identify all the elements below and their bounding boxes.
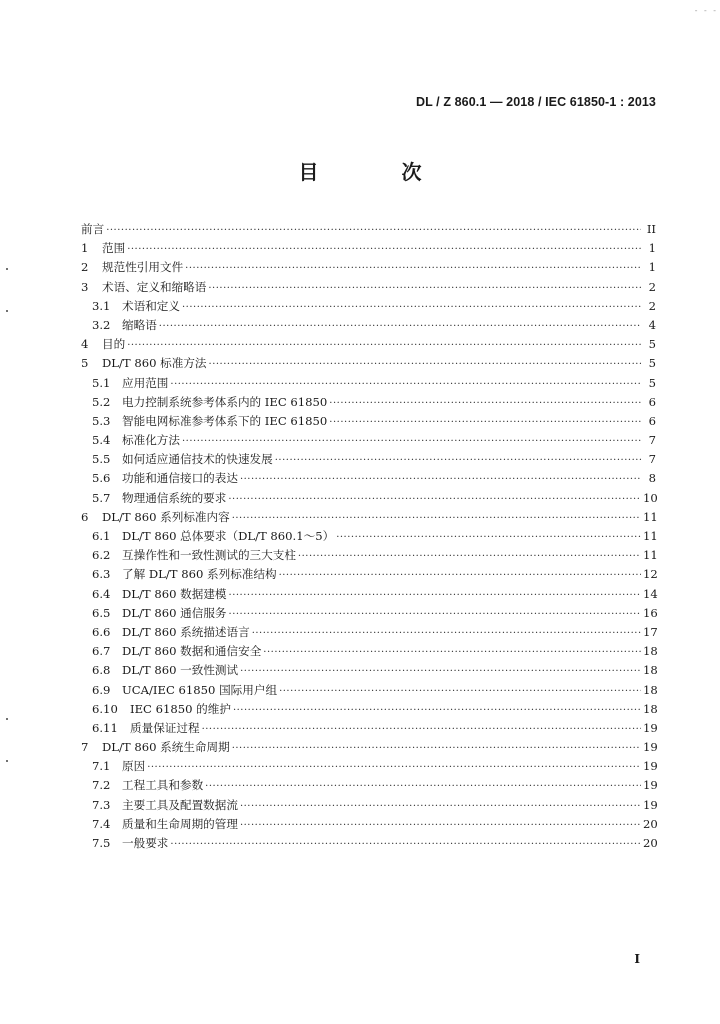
toc-entry-title: 质量和生命周期的管理	[122, 816, 238, 831]
toc-entry-number: 6.10	[92, 701, 118, 716]
dot-leader	[147, 758, 641, 777]
toc-entry[interactable]	[81, 412, 656, 431]
toc-entry[interactable]	[81, 776, 656, 795]
toc-entry-page: 16	[643, 605, 658, 620]
dot-leader	[252, 624, 641, 643]
toc-entry-number: 5.5	[92, 452, 111, 467]
toc-entry-number: 6.6	[92, 624, 111, 639]
toc-entry-title: DL/T 860 通信服务	[122, 605, 227, 620]
toc-entry-title: 目的	[102, 337, 126, 352]
dot-leader	[182, 432, 641, 451]
toc-entry[interactable]	[81, 431, 656, 450]
dot-leader	[159, 317, 641, 336]
toc-entry[interactable]	[81, 527, 656, 546]
dot-leader	[240, 470, 641, 489]
toc-entry-number: 7	[81, 740, 89, 755]
toc-entry-number: 6.11	[92, 720, 118, 735]
toc-entry-title: 互操作性和一致性测试的三大支柱	[122, 548, 296, 563]
toc-entry[interactable]	[81, 738, 656, 757]
toc-entry-number: 2	[81, 260, 89, 275]
toc-entry-number: 5.6	[92, 471, 111, 486]
toc-entry[interactable]	[81, 623, 656, 642]
toc-entry-page: 5	[648, 375, 656, 390]
toc-entry-page: 19	[643, 759, 658, 774]
toc-entry[interactable]	[81, 258, 656, 277]
toc-entry-page: 7	[648, 433, 656, 448]
dot-leader	[228, 490, 641, 509]
dot-leader	[170, 375, 641, 394]
scan-speck	[6, 268, 8, 270]
toc-entry[interactable]	[81, 565, 656, 584]
toc-entry-page: 5	[648, 337, 656, 352]
toc-entry-number: 5.4	[92, 433, 111, 448]
toc-entry-number: 1	[81, 241, 89, 256]
toc-entry-number: 3.1	[92, 298, 111, 313]
toc-entry-title: DL/T 860 总体要求（DL/T 860.1～5）	[122, 529, 335, 543]
dot-leader	[202, 720, 641, 739]
dot-leader	[336, 528, 641, 547]
toc-entry-number: 7.2	[92, 778, 111, 793]
toc-entry-title: DL/T 860 系列标准内容	[102, 509, 230, 524]
toc-entry[interactable]	[81, 604, 656, 623]
dot-leader	[329, 413, 641, 432]
dot-leader	[229, 586, 641, 605]
toc-entry-page: 11	[643, 529, 658, 543]
toc-entry-number: 6.2	[92, 548, 111, 563]
toc-entry[interactable]	[81, 489, 656, 508]
toc-entry-number: 5.2	[92, 394, 111, 409]
toc-entry-number: 6.9	[92, 682, 111, 697]
toc-entry-title: DL/T 860 数据和通信安全	[122, 644, 262, 659]
toc-entry-page: 6	[648, 413, 656, 428]
toc-entry-title: 标准化方法	[122, 433, 180, 448]
toc-entry-page: 18	[643, 701, 658, 716]
toc-entry-title: 了解 DL/T 860 系列标准结构	[122, 567, 277, 582]
toc-entry-title: 物理通信系统的要求	[122, 490, 227, 505]
toc-entry-page: 8	[648, 471, 656, 486]
toc-entry-page: 20	[643, 816, 658, 831]
toc-entry-title: 规范性引用文件	[102, 260, 184, 275]
dot-leader	[233, 701, 641, 720]
dot-leader	[298, 547, 641, 566]
scan-speck	[6, 760, 8, 762]
toc-entry[interactable]	[81, 585, 656, 604]
toc-entry-number: 7.1	[92, 759, 111, 774]
toc-entry-number: 6.1	[92, 529, 111, 543]
toc-entry-page: 7	[648, 452, 656, 467]
toc-entry-number: 3	[81, 279, 89, 294]
toc-entry-number: 6.8	[92, 663, 111, 678]
dot-leader	[185, 259, 641, 278]
toc-entry[interactable]	[81, 508, 656, 527]
page-title: 目 次	[298, 160, 460, 184]
toc-entry-page: 2	[648, 279, 656, 294]
toc-entry[interactable]	[81, 316, 656, 335]
dot-leader	[127, 336, 641, 355]
toc-entry[interactable]	[81, 297, 656, 316]
dot-leader	[170, 835, 641, 854]
toc-entry-title: IEC 61850 的维护	[130, 701, 231, 716]
toc-entry-title: 电力控制系统参考体系内的 IEC 61850	[122, 394, 328, 409]
toc-entry[interactable]	[81, 757, 656, 776]
toc-entry[interactable]	[81, 661, 656, 680]
toc-entry[interactable]	[81, 220, 656, 239]
toc-entry-title: DL/T 860 系统描述语言	[122, 624, 250, 639]
toc-entry-page: 18	[643, 682, 658, 697]
toc-entry-title: 工程工具和参数	[122, 778, 204, 793]
dot-leader	[329, 394, 641, 413]
toc-entry-page: 11	[643, 548, 658, 563]
toc-entry[interactable]	[81, 239, 656, 258]
dot-leader	[205, 777, 641, 796]
toc-entry-number: 4	[81, 337, 89, 352]
toc-entry-page: 14	[643, 586, 658, 601]
toc-entry-number: 6.5	[92, 605, 111, 620]
toc-entry[interactable]	[81, 393, 656, 412]
toc-entry-title: 范围	[102, 241, 126, 256]
toc-entry-title: 如何适应通信技术的快速发展	[122, 452, 273, 467]
toc-entry-page: 12	[643, 567, 658, 582]
toc-entry-number: 6.3	[92, 567, 111, 582]
dot-leader	[275, 451, 641, 470]
dot-leader	[106, 221, 641, 240]
toc-entry-number: 7.5	[92, 836, 111, 850]
dot-leader	[229, 605, 641, 624]
dot-leader	[127, 240, 641, 259]
dot-leader	[208, 279, 641, 298]
toc-entry[interactable]	[81, 335, 656, 354]
toc-entry-number: 5.7	[92, 490, 111, 505]
toc-entry[interactable]	[81, 354, 656, 373]
toc-entry[interactable]	[81, 834, 656, 853]
toc-entry-title: 质量保证过程	[130, 720, 200, 735]
toc-entry-page: 18	[643, 644, 658, 659]
toc-entry[interactable]	[81, 700, 656, 719]
toc-entry-page: 5	[648, 356, 656, 371]
toc-entry-page: 11	[643, 509, 658, 524]
toc-entry-page: 2	[648, 298, 656, 313]
toc-entry-number: 7.3	[92, 797, 111, 812]
dot-leader	[279, 682, 641, 701]
toc-entry-title: 应用范围	[122, 375, 169, 390]
toc-entry[interactable]	[81, 278, 656, 297]
toc-entry-number: 5.3	[92, 413, 111, 428]
toc-entry[interactable]	[81, 719, 656, 738]
dot-leader	[182, 298, 641, 317]
toc-entry-title: DL/T 860 标准方法	[102, 356, 207, 371]
toc-entry-number: 5	[81, 356, 89, 371]
scan-speck	[6, 718, 8, 720]
toc-entry-title: 原因	[122, 759, 146, 774]
toc-entry-page: 6	[648, 394, 656, 409]
toc-entry-page: 1	[648, 260, 656, 275]
toc-entry-title: UCA/IEC 61850 国际用户组	[122, 682, 278, 697]
toc-entry-page: 19	[643, 740, 658, 755]
toc-entry-title: DL/T 860 系统生命周期	[102, 740, 230, 755]
toc-entry-page: 4	[648, 317, 656, 332]
toc-entry[interactable]	[81, 681, 656, 700]
toc-entry-page: 19	[643, 720, 658, 735]
standard-number: DL / Z 860.1 — 2018 / IEC 61850-1 : 2013	[415, 95, 656, 109]
toc-entry[interactable]	[81, 450, 656, 469]
toc-entry-number: 6.4	[92, 586, 111, 601]
dot-leader	[240, 662, 641, 681]
toc-entry-number: 3.2	[92, 317, 111, 332]
page-number: I	[634, 952, 640, 966]
toc-entry-page: 19	[643, 797, 658, 812]
toc-entry-number: 6.7	[92, 644, 111, 659]
toc-entry-title: 缩略语	[122, 317, 157, 332]
toc-entry-title: 一般要求	[122, 836, 169, 850]
table-of-contents	[81, 220, 656, 853]
toc-entry-title: 智能电网标准参考体系下的 IEC 61850	[122, 413, 328, 428]
toc-entry-title: 前言	[81, 222, 105, 236]
toc-entry-title: DL/T 860 一致性测试	[122, 663, 239, 678]
toc-entry-page: II	[646, 222, 656, 236]
toc-entry[interactable]	[81, 374, 656, 393]
toc-entry-title: 功能和通信接口的表达	[122, 471, 238, 486]
toc-entry-title: DL/T 860 数据建模	[122, 586, 227, 601]
dot-leader	[263, 643, 641, 662]
toc-entry-page: 19	[643, 778, 658, 793]
scan-speck	[6, 310, 8, 312]
toc-entry-page: 20	[643, 836, 658, 850]
toc-entry-title: 主要工具及配置数据流	[122, 797, 238, 812]
dot-leader	[232, 509, 641, 528]
toc-entry-number: 5.1	[92, 375, 111, 390]
dot-leader	[240, 797, 641, 816]
toc-entry[interactable]	[81, 469, 656, 488]
toc-entry-page: 17	[643, 624, 658, 639]
toc-entry-number: 7.4	[92, 816, 111, 831]
dot-leader	[209, 355, 641, 374]
dot-leader	[279, 566, 641, 585]
toc-entry[interactable]	[81, 815, 656, 834]
dot-leader	[232, 739, 641, 758]
dot-leader	[240, 816, 641, 835]
toc-entry-number: 6	[81, 509, 89, 524]
toc-entry[interactable]	[81, 642, 656, 661]
scan-corner-mark: - - -	[694, 6, 718, 15]
toc-entry-page: 1	[648, 241, 656, 256]
toc-entry-title: 术语、定义和缩略语	[102, 279, 207, 294]
toc-entry-page: 10	[643, 490, 658, 505]
toc-entry[interactable]	[81, 546, 656, 565]
toc-entry-title: 术语和定义	[122, 298, 180, 313]
toc-entry[interactable]	[81, 796, 656, 815]
toc-entry-page: 18	[643, 663, 658, 678]
